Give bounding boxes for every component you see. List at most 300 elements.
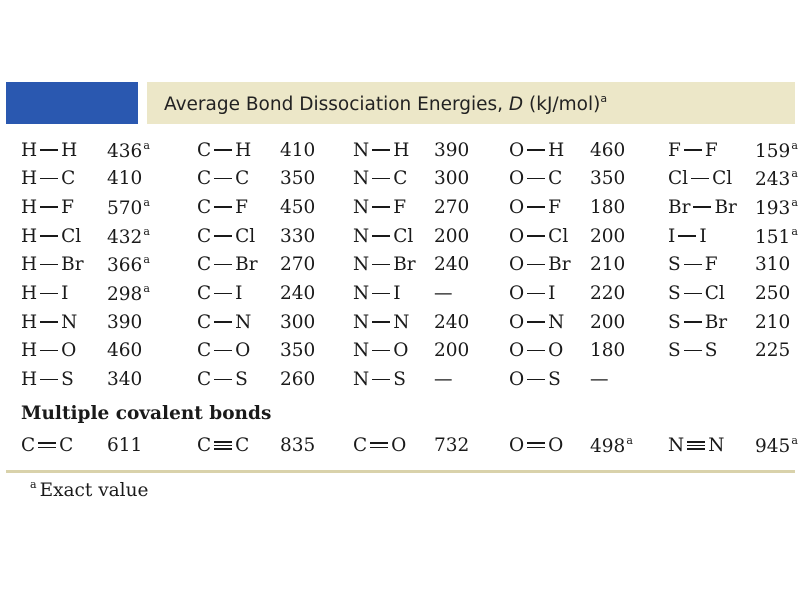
- bond-formula: [353, 369, 406, 390]
- energy-value: [280, 140, 315, 161]
- single-bond-line: [527, 317, 545, 327]
- value-cell: [755, 308, 790, 336]
- energy-value: [755, 196, 798, 219]
- value-cell: [590, 222, 625, 250]
- bond-cell: [21, 165, 75, 193]
- value-cell: [590, 251, 625, 279]
- atom-symbol: O: [509, 225, 525, 247]
- energy-value: [755, 312, 790, 333]
- exact-value-marker: a: [791, 195, 798, 209]
- atom-symbol: N: [668, 434, 685, 456]
- single-bond-line: [372, 375, 390, 385]
- bond-formula: [197, 226, 255, 247]
- bond-cell: [21, 251, 84, 279]
- atom-symbol: S: [704, 340, 718, 362]
- single-bond-line: [372, 260, 390, 270]
- value-cell: [590, 280, 625, 308]
- energy-number: 330: [280, 225, 316, 247]
- exact-value-marker: a: [143, 253, 150, 267]
- atom-symbol: F: [704, 254, 718, 276]
- bond-cell: [668, 251, 718, 279]
- energy-value: [434, 369, 453, 390]
- atom-symbol: N: [235, 311, 252, 333]
- value-cell: [107, 136, 150, 164]
- energy-number: 498: [590, 435, 626, 457]
- bond-formula: [197, 197, 248, 218]
- energy-value: [107, 225, 150, 248]
- bond-cell: [509, 251, 571, 279]
- atom-symbol: F: [548, 196, 562, 218]
- value-cell: [755, 165, 798, 193]
- atom-symbol: N: [548, 311, 565, 333]
- value-cell: [434, 431, 469, 459]
- atom-symbol: F: [393, 196, 407, 218]
- energy-number: 310: [755, 254, 791, 276]
- single-bond-line: [40, 260, 58, 270]
- bond-cell: [668, 136, 718, 164]
- bond-formula: [509, 168, 562, 189]
- energy-number: 180: [590, 196, 626, 218]
- value-cell: [434, 366, 453, 394]
- single-bond-line: [527, 174, 545, 184]
- energy-number: 260: [280, 369, 316, 391]
- atom-symbol: N: [353, 168, 370, 190]
- atom-symbol: I: [235, 283, 243, 304]
- bond-cell: [668, 280, 725, 308]
- atom-symbol: Cl: [61, 225, 82, 247]
- exact-value-marker: a: [143, 195, 150, 209]
- single-bond-line: [214, 174, 232, 184]
- energy-value: [434, 254, 469, 275]
- atom-symbol: N: [353, 196, 370, 218]
- energy-value: [280, 340, 315, 361]
- atom-symbol: C: [353, 434, 368, 456]
- bond-formula: [509, 197, 561, 218]
- bond-formula: [509, 312, 564, 333]
- value-cell: [755, 193, 798, 221]
- atom-symbol: F: [704, 139, 718, 161]
- atom-symbol: Cl: [668, 168, 689, 190]
- single-bond-line: [691, 174, 709, 184]
- energy-number: 300: [280, 311, 316, 333]
- energy-value: [434, 197, 469, 218]
- bond-formula: [353, 168, 407, 189]
- energy-value: [107, 282, 150, 305]
- energy-number: 243: [755, 169, 791, 191]
- energy-number: 220: [590, 283, 626, 304]
- single-bond-line: [527, 202, 545, 212]
- value-cell: [434, 193, 469, 221]
- energy-value: [590, 140, 625, 161]
- bond-formula: [197, 312, 251, 333]
- atom-symbol: Br: [704, 311, 728, 333]
- bond-formula: [509, 340, 563, 361]
- energy-number: 240: [434, 254, 470, 276]
- single-bond-line: [372, 174, 390, 184]
- bond-formula: [353, 312, 409, 333]
- value-cell: [434, 308, 469, 336]
- energy-value: [434, 435, 469, 456]
- atom-symbol: O: [509, 311, 525, 333]
- atom-symbol: O: [548, 434, 564, 456]
- atom-symbol: C: [197, 139, 212, 161]
- value-cell: [280, 431, 315, 459]
- single-bond-line: [40, 317, 58, 327]
- atom-symbol: S: [668, 254, 681, 276]
- bond-cell: [21, 280, 68, 308]
- value-cell: [107, 165, 142, 193]
- single-bond-line: [527, 260, 545, 270]
- energy-value: [434, 312, 469, 333]
- atom-symbol: O: [509, 196, 525, 218]
- table-bottom-rule: [6, 470, 795, 473]
- single-bond-line: [40, 174, 58, 184]
- value-cell: [434, 337, 469, 365]
- bond-formula: [21, 168, 75, 189]
- bond-cell: [21, 308, 77, 336]
- atom-symbol: H: [21, 369, 38, 391]
- atom-symbol: C: [197, 340, 212, 362]
- bond-formula: [21, 254, 84, 275]
- atom-symbol: C: [197, 254, 212, 276]
- bond-cell: [668, 222, 707, 250]
- single-bond-line: [527, 145, 545, 155]
- single-bond-line: [40, 231, 58, 241]
- value-cell: [107, 337, 142, 365]
- energy-value: [280, 283, 315, 304]
- energy-value: [280, 435, 315, 456]
- energy-number: 270: [434, 196, 470, 218]
- energy-number: 151: [755, 226, 791, 248]
- energy-value: [434, 168, 469, 189]
- energy-value: [107, 369, 142, 390]
- value-cell: [434, 280, 453, 308]
- atom-symbol: H: [61, 139, 78, 161]
- energy-number: 366: [107, 255, 143, 277]
- single-bond-line: [527, 375, 545, 385]
- bond-formula: [197, 254, 258, 275]
- energy-value: [755, 340, 790, 361]
- single-bond-line: [214, 260, 232, 270]
- bond-formula: [197, 168, 249, 189]
- atom-symbol: N: [353, 225, 370, 247]
- atom-symbol: N: [353, 139, 370, 161]
- single-bond-line: [684, 289, 702, 299]
- energy-value: [107, 340, 142, 361]
- bond-cell: [668, 165, 732, 193]
- atom-symbol: N: [353, 311, 370, 333]
- bond-cell: [668, 308, 727, 336]
- single-bond-line: [684, 145, 702, 155]
- atom-symbol: C: [59, 434, 74, 456]
- energy-value: [107, 435, 142, 456]
- energy-number: 210: [590, 254, 626, 276]
- bond-formula: [668, 340, 717, 361]
- atom-symbol: O: [509, 434, 525, 456]
- value-cell: [755, 136, 798, 164]
- header-color-block: [6, 82, 138, 124]
- single-bond-line: [527, 289, 545, 299]
- value-cell: [755, 251, 790, 279]
- bond-formula: [353, 140, 409, 161]
- energy-value: [590, 168, 625, 189]
- single-bond-line: [214, 231, 232, 241]
- atom-symbol: N: [708, 434, 725, 456]
- energy-value: [434, 283, 453, 304]
- atom-symbol: N: [353, 283, 370, 304]
- bond-cell: [21, 431, 73, 459]
- bond-cell: [509, 165, 562, 193]
- atom-symbol: C: [548, 168, 563, 190]
- energy-number: 240: [434, 311, 470, 333]
- energy-value: [755, 254, 790, 275]
- bond-cell: [197, 280, 242, 308]
- atom-symbol: N: [353, 369, 370, 391]
- energy-number: 193: [755, 197, 791, 219]
- atom-symbol: I: [548, 283, 556, 304]
- atom-symbol: Cl: [393, 225, 414, 247]
- energy-number: 450: [280, 196, 316, 218]
- energy-number: 240: [280, 283, 316, 304]
- exact-value-marker: a: [143, 282, 150, 295]
- value-cell: [434, 222, 469, 250]
- atom-symbol: C: [393, 168, 408, 190]
- value-cell: [590, 337, 625, 365]
- bond-formula: [353, 283, 401, 304]
- value-cell: [280, 280, 315, 308]
- exact-value-marker: a: [791, 433, 798, 447]
- atom-symbol: C: [197, 196, 212, 218]
- bond-formula: [21, 340, 76, 361]
- atom-symbol: C: [235, 434, 250, 456]
- single-bond-line: [40, 145, 58, 155]
- bond-cell: [509, 280, 555, 308]
- energy-number: 835: [280, 434, 316, 456]
- single-bond-line: [684, 317, 702, 327]
- table-header: [147, 82, 795, 124]
- energy-number: 340: [107, 369, 143, 391]
- bond-cell: [509, 193, 561, 221]
- bond-cell: [353, 431, 406, 459]
- value-cell: [280, 366, 315, 394]
- bond-cell: [668, 431, 724, 459]
- value-cell: [755, 222, 798, 250]
- atom-symbol: O: [509, 283, 525, 304]
- energy-value: [590, 434, 633, 457]
- energy-value: [590, 254, 625, 275]
- atom-symbol: S: [548, 369, 561, 391]
- bond-cell: [509, 308, 564, 336]
- atom-symbol: N: [61, 311, 78, 333]
- energy-value: [590, 226, 625, 247]
- bond-formula: [197, 140, 251, 161]
- energy-value: [107, 253, 150, 276]
- energy-value: [107, 312, 142, 333]
- exact-value-marker: a: [626, 433, 633, 447]
- energy-number: 200: [590, 225, 626, 247]
- exact-value-marker: a: [791, 224, 798, 238]
- value-cell: [107, 280, 150, 308]
- value-cell: [755, 280, 790, 308]
- atom-symbol: F: [61, 196, 74, 218]
- bond-cell: [197, 366, 248, 394]
- energy-value: [280, 254, 315, 275]
- bond-formula: [21, 226, 81, 247]
- value-cell: [280, 136, 315, 164]
- atom-symbol: I: [668, 225, 676, 247]
- energy-number: 270: [280, 254, 316, 276]
- energy-value: [434, 340, 469, 361]
- footnote: $^a$ Exact value: [30, 478, 149, 501]
- value-cell: [434, 251, 469, 279]
- value-cell: [280, 308, 315, 336]
- atom-symbol: N: [353, 340, 370, 362]
- value-cell: [280, 251, 315, 279]
- energy-value: [280, 226, 315, 247]
- energy-value: [590, 312, 625, 333]
- bond-cell: [668, 193, 737, 221]
- atom-symbol: H: [21, 196, 38, 218]
- bond-cell: [353, 136, 409, 164]
- atom-symbol: S: [668, 283, 681, 304]
- atom-symbol: N: [393, 311, 410, 333]
- energy-number: 390: [107, 311, 143, 333]
- energy-value: [590, 369, 609, 390]
- atom-symbol: S: [61, 369, 74, 391]
- atom-symbol: Br: [393, 254, 416, 276]
- single-bond-line: [40, 202, 58, 212]
- exact-value-marker: a: [143, 138, 150, 152]
- value-cell: [590, 193, 625, 221]
- single-bond-line: [372, 202, 390, 212]
- atom-symbol: O: [393, 340, 409, 362]
- value-cell: [107, 193, 150, 221]
- energy-number: 200: [590, 311, 626, 333]
- bond-cell: [668, 337, 717, 365]
- value-cell: [280, 337, 315, 365]
- exact-value-marker: a: [791, 167, 798, 181]
- table-title: Average Bond Dissociation Energies, D $(kJ/mol)^a$: [164, 91, 608, 115]
- value-cell: [280, 193, 315, 221]
- energy-number: —: [590, 369, 609, 391]
- energy-value: [590, 283, 625, 304]
- atom-symbol: C: [235, 168, 250, 190]
- single-bond-line: [214, 202, 232, 212]
- bond-cell: [509, 222, 568, 250]
- double-bond-line: [527, 440, 545, 450]
- atom-symbol: Br: [61, 254, 84, 276]
- bond-formula: [21, 435, 73, 456]
- single-bond-line: [214, 346, 232, 356]
- single-bond-line: [527, 346, 545, 356]
- atom-symbol: C: [61, 168, 76, 190]
- value-cell: [107, 431, 142, 459]
- bond-formula: [668, 435, 724, 456]
- bond-cell: [353, 165, 407, 193]
- bond-cell: [509, 337, 563, 365]
- bond-cell: [197, 251, 258, 279]
- bond-formula: [668, 140, 718, 161]
- bond-cell: [197, 165, 249, 193]
- energy-value: [590, 197, 625, 218]
- value-cell: [107, 366, 142, 394]
- atom-symbol: Cl: [548, 225, 569, 247]
- bond-formula: [21, 197, 74, 218]
- bond-formula: [509, 369, 561, 390]
- energy-number: 390: [434, 139, 470, 161]
- atom-symbol: C: [197, 369, 212, 391]
- atom-symbol: S: [235, 369, 248, 391]
- atom-symbol: O: [391, 434, 407, 456]
- value-cell: [107, 222, 150, 250]
- atom-symbol: Cl: [712, 168, 733, 190]
- multiple-bonds-heading: Multiple covalent bonds: [21, 403, 272, 424]
- atom-symbol: H: [21, 254, 38, 276]
- bond-cell: [197, 431, 249, 459]
- bond-cell: [21, 222, 81, 250]
- value-cell: [107, 251, 150, 279]
- bond-cell: [509, 431, 563, 459]
- atom-symbol: H: [21, 168, 38, 190]
- atom-symbol: F: [668, 139, 681, 161]
- energy-value: [280, 168, 315, 189]
- energy-number: 945: [755, 435, 791, 457]
- atom-symbol: S: [668, 311, 681, 333]
- value-cell: [590, 308, 625, 336]
- bond-cell: [509, 366, 561, 394]
- bond-formula: [21, 283, 68, 304]
- atom-symbol: O: [548, 340, 564, 362]
- atom-symbol: H: [21, 139, 38, 161]
- single-bond-line: [214, 317, 232, 327]
- bond-cell: [197, 193, 248, 221]
- bond-formula: [21, 312, 77, 333]
- atom-symbol: S: [393, 369, 406, 391]
- value-cell: [590, 366, 609, 394]
- double-bond-line: [38, 440, 56, 450]
- atom-symbol: C: [197, 168, 212, 190]
- atom-symbol: O: [509, 254, 525, 276]
- bond-cell: [353, 251, 416, 279]
- atom-symbol: O: [61, 340, 77, 362]
- atom-symbol: S: [668, 340, 681, 362]
- value-cell: [280, 165, 315, 193]
- bond-cell: [21, 366, 74, 394]
- bond-formula: [197, 369, 248, 390]
- value-cell: [107, 308, 142, 336]
- single-bond-line: [678, 231, 696, 241]
- energy-number: 350: [590, 168, 626, 190]
- bond-formula: [21, 369, 74, 390]
- atom-symbol: N: [353, 254, 370, 276]
- bond-cell: [353, 222, 413, 250]
- bond-formula: [509, 226, 568, 247]
- double-bond-line: [370, 440, 388, 450]
- energy-number: 210: [755, 311, 791, 333]
- atom-symbol: Br: [668, 196, 691, 218]
- energy-number: 350: [280, 340, 316, 362]
- single-bond-line: [214, 375, 232, 385]
- single-bond-line: [372, 346, 390, 356]
- energy-number: 250: [755, 283, 791, 304]
- single-bond-line: [684, 260, 702, 270]
- atom-symbol: Cl: [704, 283, 725, 304]
- atom-symbol: O: [509, 369, 525, 391]
- atom-symbol: H: [393, 139, 410, 161]
- atom-symbol: O: [509, 168, 525, 190]
- energy-number: 200: [434, 225, 470, 247]
- atom-symbol: H: [21, 340, 38, 362]
